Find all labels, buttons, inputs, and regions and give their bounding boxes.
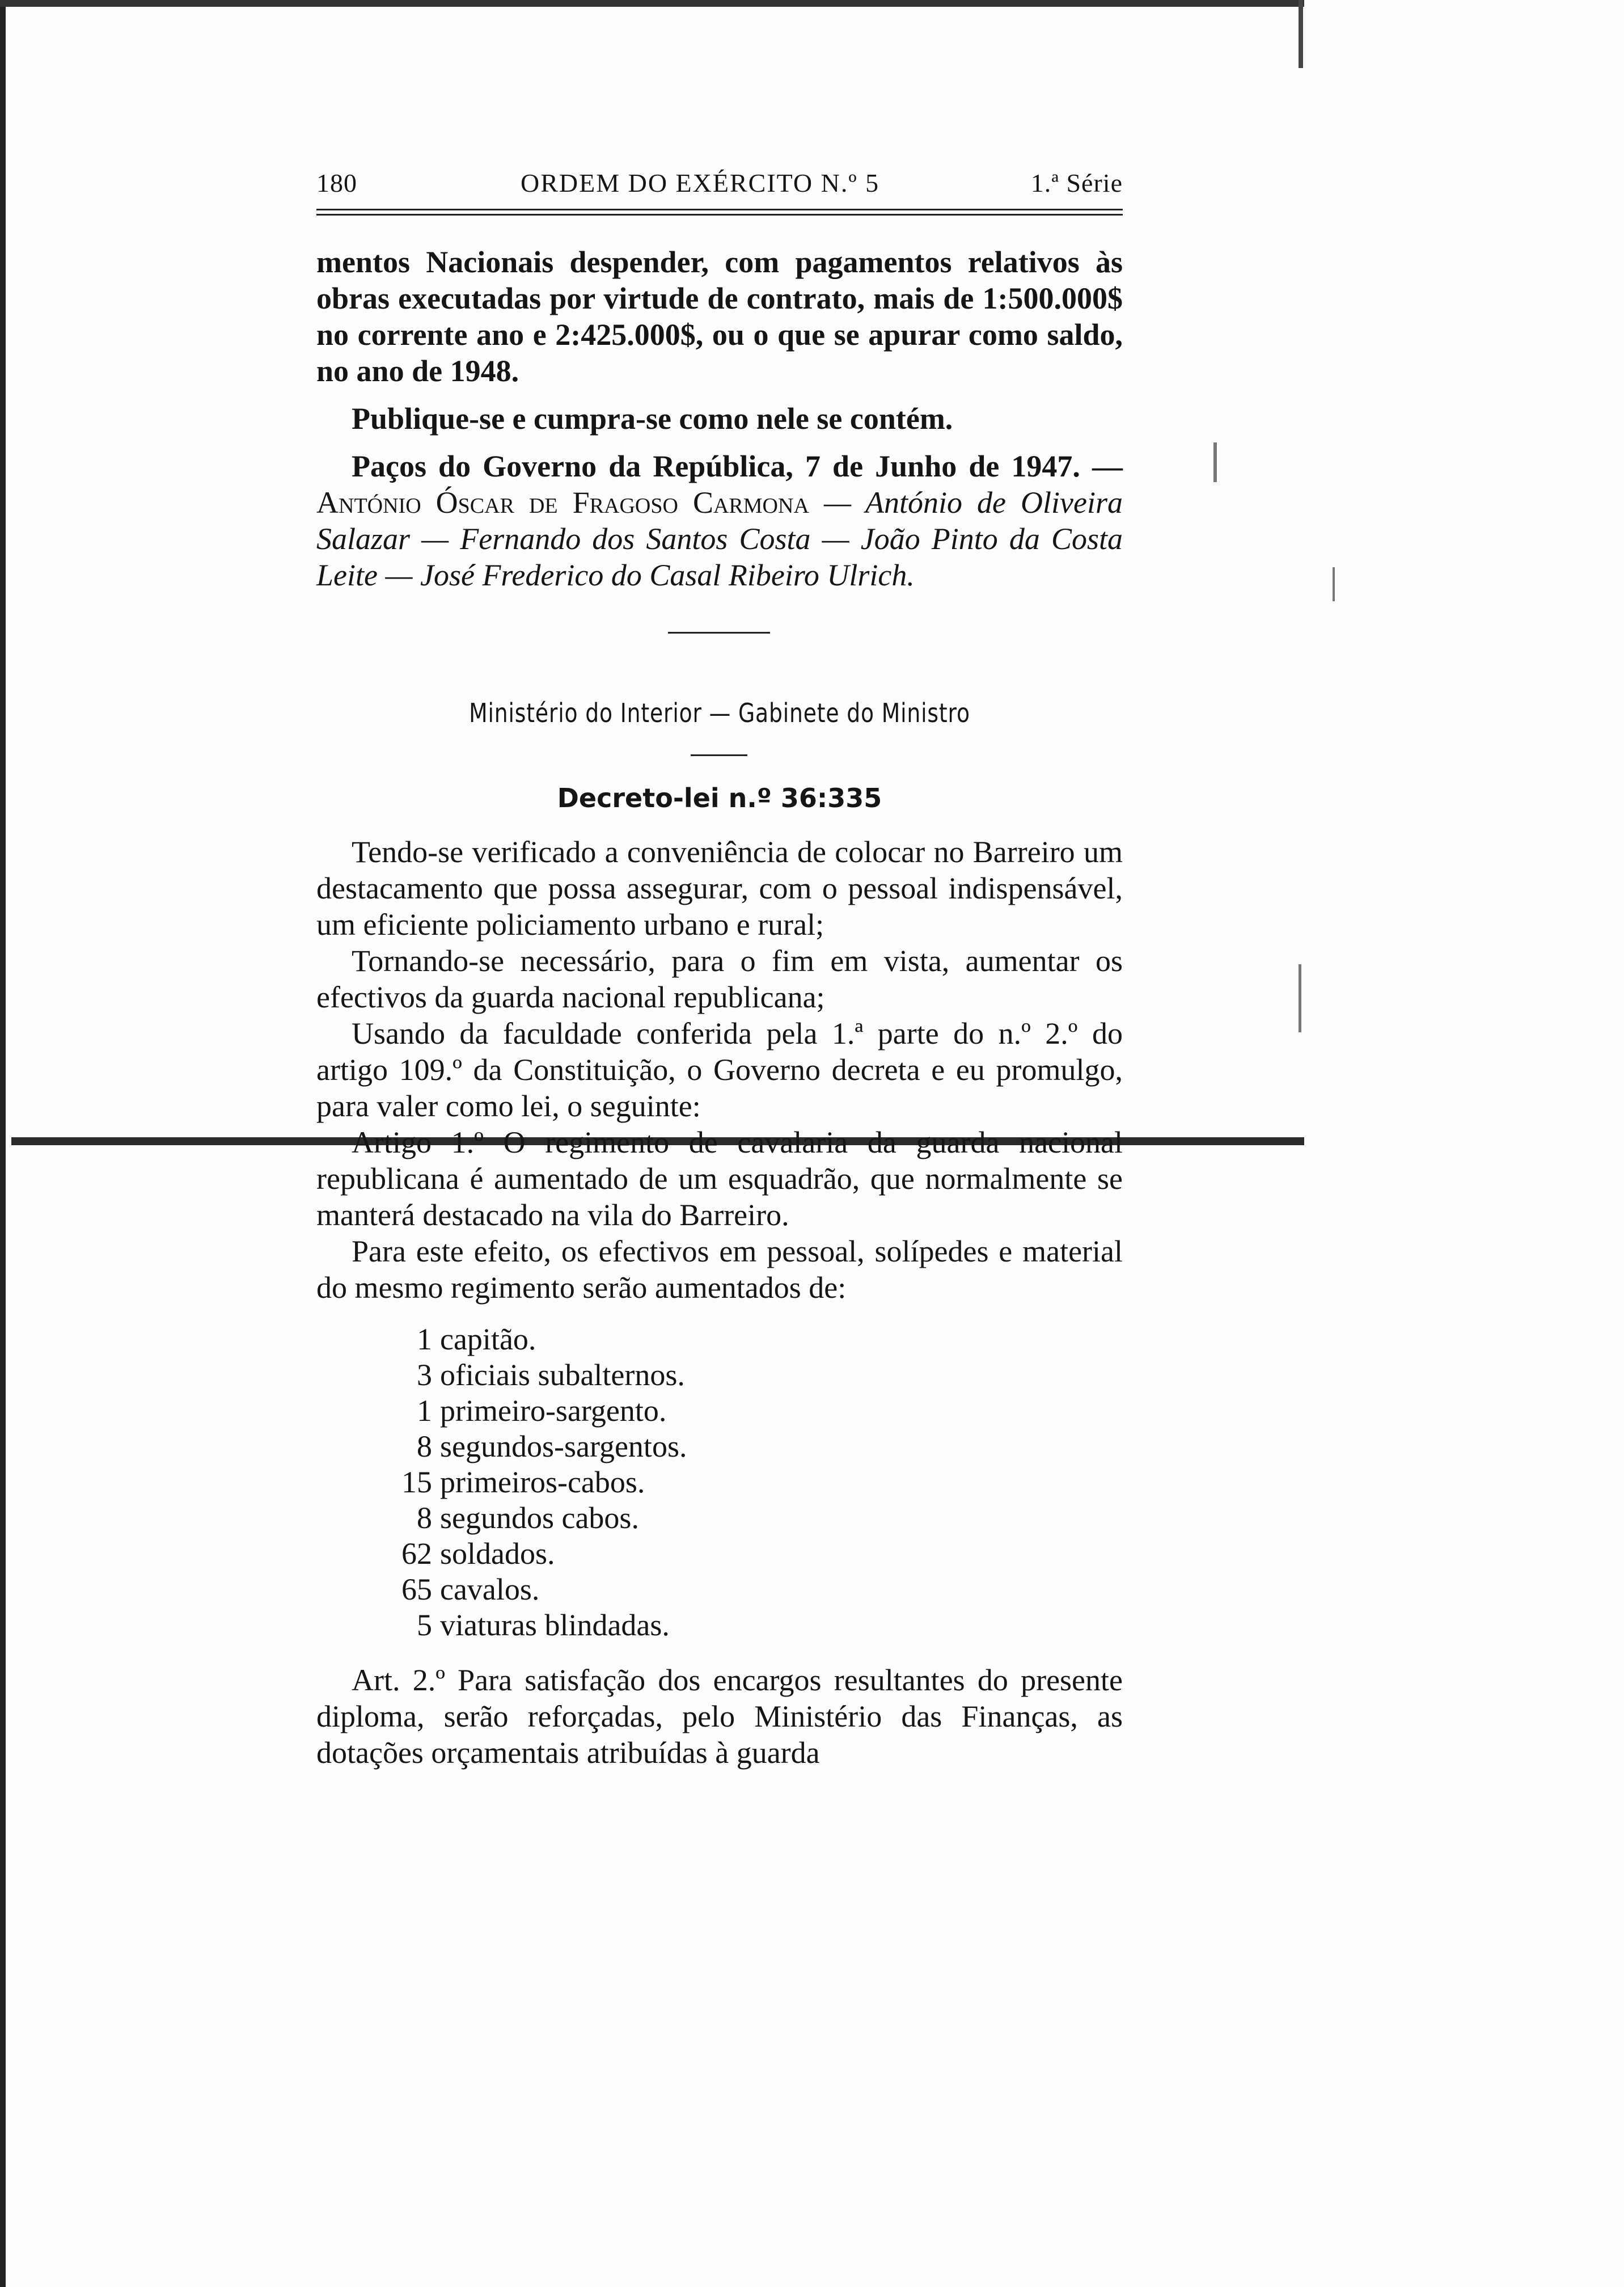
- list-item: 62 soldados.: [401, 1537, 555, 1571]
- publication-title: ORDEM DO EXÉRCITO N.º 5: [521, 168, 880, 197]
- scan-border-top: [0, 0, 1304, 7]
- preamble-paragraph: Usando da faculdade conferida pela 1.ª parte do n.º 2.º do artigo 109.º da Constituição, o Governo decreta e eu promulgo, para valer como lei, o seguinte:: [316, 1016, 1123, 1123]
- page-number: 180: [316, 168, 357, 197]
- article-1-paragraph: Artigo 1.º O regimento de cavalaria da guarda nacional republicana é aumentado de um esquadrão, que normalmente se manterá destacado na vila do Barreiro.: [316, 1125, 1123, 1232]
- decree-title: Decreto-lei n.º 36:335: [557, 783, 882, 813]
- list-item: 65 cavalos.: [401, 1572, 540, 1606]
- scan-speck: [1333, 567, 1335, 601]
- section-divider: [668, 632, 770, 634]
- list-item: 5 viaturas blindadas.: [417, 1608, 670, 1642]
- preamble-paragraph: Tendo-se verificado a conveniência de colocar no Barreiro um destacamento que possa assegurar, com o pessoal indispensável, um eficiente policiamento urbano e rural;: [316, 835, 1123, 942]
- running-header: [316, 164, 1123, 199]
- decree-preamble: [316, 834, 1123, 1306]
- signatures-paragraph: [316, 448, 1123, 593]
- list-item: 8 segundos-sargentos.: [417, 1429, 687, 1463]
- intro-block: [316, 244, 1123, 593]
- list-item: 3 oficiais subalternos.: [417, 1358, 685, 1392]
- scan-border-left: [0, 0, 6, 2287]
- preamble-paragraph: Tornando-se necessário, para o fim em vista, aumentar os efectivos da guarda nacional republicana;: [316, 944, 1123, 1014]
- list-item: 1 capitão.: [417, 1322, 536, 1356]
- continuation-paragraph: mentos Nacionais despender, com pagamentos relativos às obras executadas por virtude de contrato, mais de 1:500.000$ no corrente ano e 2:425.000$, ou o que se apurar como saldo, no ano de 1948.: [316, 245, 1123, 388]
- list-item: 1 primeiro-sargento.: [417, 1394, 667, 1428]
- series-label: 1.ª Série: [1030, 168, 1123, 197]
- article-1-effect-paragraph: Para este efeito, os efectivos em pessoal, solípedes e material do mesmo regimento serão aumentados de:: [316, 1234, 1123, 1305]
- place-date: Paços do Governo da República, 7 de Junho de 1947. —: [352, 449, 1123, 483]
- scan-border-right: [1299, 0, 1303, 68]
- document-page: [316, 164, 1123, 1866]
- ministry-heading: Ministério do Interior — Gabinete do Ministro: [469, 698, 970, 728]
- article-2-block: [316, 1662, 1123, 1771]
- publish-paragraph: Publique-se e cumpra-se como nele se contém.: [352, 402, 953, 436]
- list-item: 15 primeiros-cabos.: [401, 1465, 645, 1499]
- header-rule: [316, 209, 1123, 216]
- minister-signatures: — António de Oliveira Salazar — Fernando dos Santos Costa — João Pinto da Costa Leite — José Frederico do Casal Ribeiro Ulrich.: [316, 486, 1123, 592]
- article-2-paragraph: Art. 2.º Para satisfação dos encargos resultantes do presente diploma, serão reforçadas, pelo Ministério das Finanças, as dotações orçamentais atribuídas à guarda: [316, 1663, 1123, 1770]
- increase-list: [384, 1322, 687, 1643]
- list-item: 8 segundos cabos.: [417, 1501, 639, 1535]
- scan-speck: [1213, 442, 1217, 482]
- section-divider-small: [691, 754, 747, 756]
- president-signature: António Óscar de Fragoso Carmona: [316, 486, 809, 520]
- scan-speck: [1299, 964, 1301, 1032]
